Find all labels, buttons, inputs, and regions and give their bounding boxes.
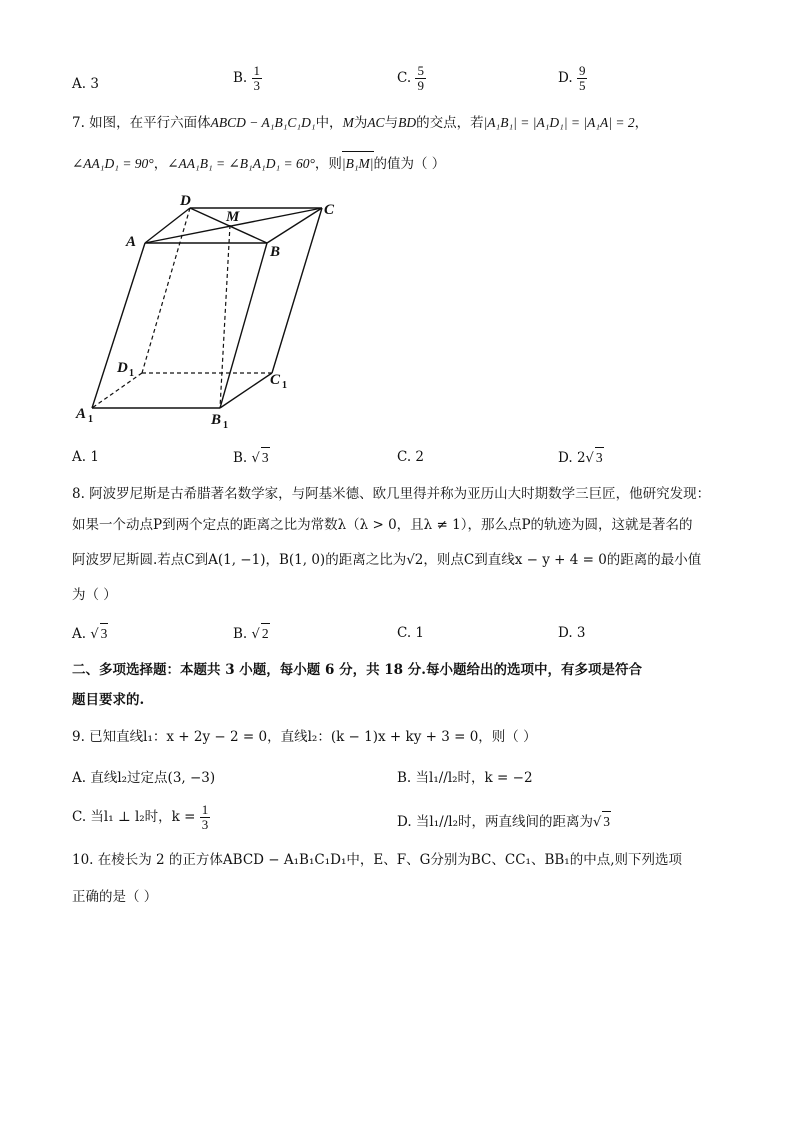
svg-text:1: 1 — [223, 420, 228, 431]
label-D: D — [180, 193, 191, 209]
q7-condition-angle1: ∠AA₁D₁ = 90° — [72, 156, 154, 171]
label-M: M — [226, 209, 240, 225]
q8-stem-line3: 阿波罗尼斯圆.若点C到A(1, −1)，B(1, 0)的距离之比为√2，则点C到直线x − y + 4 = 0的距离的最小值 — [72, 552, 702, 568]
label-D1: D — [117, 360, 128, 376]
q8-stem-line1: 8. 阿波罗尼斯是古希腊著名数学家，与阿基米德、欧几里得并称为亚历山大时期数学三巨匠，他研究发现： — [72, 486, 711, 502]
q7-stem-line1: 7. 如图，在平行六面体ABCD − A₁B₁C₁D₁中，M为AC与BD的交点，若|A₁B₁| = |A₁D₁| = |A₁A| = 2， — [72, 115, 649, 131]
label-A1: A — [76, 406, 87, 422]
q6-option-c — [397, 64, 426, 93]
label-C: C — [324, 202, 335, 218]
q7-option-b: B. √ 3 — [233, 447, 270, 469]
q8-stem-line4: 为（ ） — [72, 587, 117, 603]
svg-text:1: 1 — [88, 414, 93, 425]
q7-option-a: A. 1 — [72, 449, 99, 465]
q7-condition-lengths: |A₁B₁| = |A₁D₁| = |A₁A| = 2 — [483, 115, 635, 130]
q10-stem-line1: 10. 在棱长为 2 的正方体ABCD − A₁B₁C₁D₁中，E、F、G分别为BC、CC₁、BB₁的中点,则下列选项 — [72, 852, 682, 868]
q9-stem: 9. 已知直线l₁：x + 2y − 2 = 0，直线l₂：(k − 1)x + ky + 3 = 0，则（ ） — [72, 729, 537, 745]
q7-option-d: D. 2√ 3 — [558, 447, 604, 469]
q8-option-c: C. 1 — [397, 625, 425, 641]
q6-option-d — [558, 64, 587, 93]
q6-option-d-fraction: $\frac{9}{5}$ — [578, 63, 586, 93]
q7-option-c: C. 2 — [397, 449, 425, 465]
q9-option-b: B. 当l₁//l₂时，k = −2 — [397, 770, 533, 786]
q9-option-c: C. 当l₁ ⊥ l₂时，k = $\frac{1}{3}$ — [72, 802, 209, 832]
label-A: A — [126, 234, 137, 250]
q8-option-a: A. √ 3 — [72, 623, 108, 645]
label-B: B — [270, 244, 281, 260]
q8-stem-line2: 如果一个动点P到两个定点的距离之比为常数λ（λ > 0，且λ ≠ 1），那么点P的轨迹为圆，这就是著名的 — [72, 517, 693, 533]
q9-option-c-fraction: $\frac{1}{3}$ — [201, 802, 209, 832]
q8-option-b: B. √ 2 — [233, 623, 270, 645]
label-C1: C — [270, 372, 281, 388]
q7-condition-angle2: ∠AA₁B₁ = ∠B₁A₁D₁ = 60° — [167, 156, 315, 171]
label-B1: B — [211, 412, 222, 428]
parallelepiped-figure — [70, 188, 340, 433]
q9-option-d: D. 当l₁//l₂时，两直线间的距离为√ 3 — [397, 811, 611, 833]
svg-text:1: 1 — [129, 368, 134, 379]
q6-option-c-label: C. — [397, 70, 416, 86]
q6-option-b-fraction: $\frac{1}{3}$ — [253, 63, 261, 93]
q6-option-b — [233, 64, 262, 93]
q6-option-c-fraction: $\frac{5}{9}$ — [417, 63, 424, 93]
q10-stem-line2: 正确的是（ ） — [72, 889, 158, 905]
q7-target-vector: |B₁M| — [342, 154, 374, 174]
section2-heading-line2: 题目要求的. — [72, 692, 145, 708]
svg-text:1: 1 — [282, 380, 287, 391]
q8-option-d: D. 3 — [558, 625, 586, 641]
section2-heading-line1: 二、多项选择题：本题共 3 小题，每小题 6 分，共 18 分.每小题给出的选项中，有多项是符合 — [72, 662, 642, 678]
q6-option-b-label: B. — [233, 70, 252, 86]
q6-option-a: A. 3 — [72, 76, 99, 92]
q6-option-d-label: D. — [558, 70, 577, 86]
q9-option-a: A. 直线l₂过定点(3, −3) — [72, 770, 216, 786]
q7-stem-line2: ∠AA₁D₁ = 90°，∠AA₁B₁ = ∠B₁A₁D₁ = 60°，则|B₁M|的值为（ ） — [72, 156, 446, 172]
